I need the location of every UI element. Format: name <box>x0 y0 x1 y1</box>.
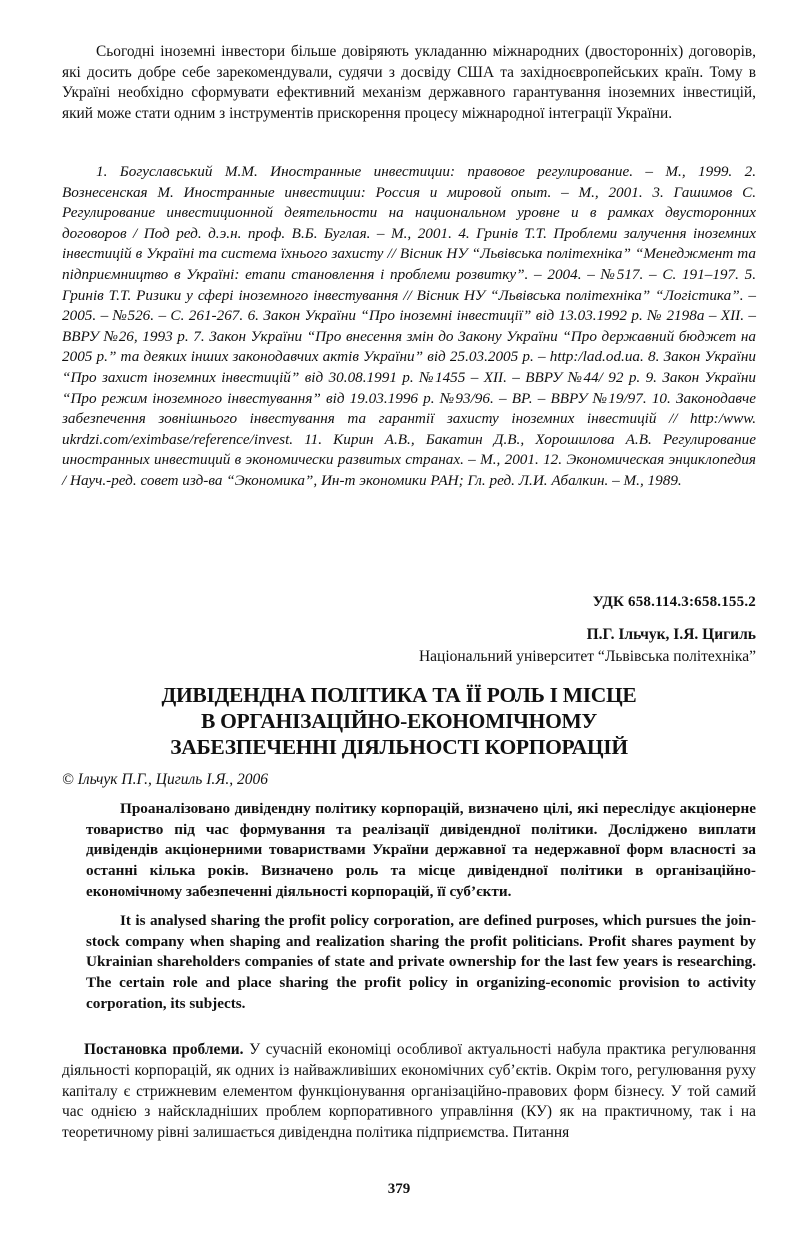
copyright-line: © Ільчук П.Г., Цигиль І.Я., 2006 <box>62 771 269 788</box>
authors: П.Г. Ільчук, І.Я. Цигиль <box>586 626 756 643</box>
udc-code: УДК 658.114.3:658.155.2 <box>592 594 756 610</box>
article-title <box>0 682 798 760</box>
references-list: 1. Богуславський М.М. Иностранные инвестиции: правовое регулирование. – М., 1999. 2. Вознесенская М. Иностранные инвестиции: Россия и мировой опыт. – М., 2001. 3. Гашимов С. Регулирование инвестиционной деятельности на национальном уровне и в рамках двусторонних договоров / Под ред. д.э.н. проф. В.Б. Буглая. – М., 2001. 4. Гринів Т.Т. Проблеми залучення іноземних інвестицій в Україні та система їхнього захисту // Вісник НУ “Львівська політехніка” “Менеджмент та підприємництво в Україні: етапи становлення і проблеми розвитку”. – 2004. – №517. – С. 191–197. 5. Гринів Т.Т. Ризики у сфері іноземного інвестування // Вісник НУ “Львівська політехніка” “Логістика”. – 2005. – №526. – С. 261-267. 6. Закон України “Про іноземні інвестиції” від 13.03.1992 р. № 2198а – ХІІ. – ВВРУ №26, 1993 р. 7. Закон України “Про внесення змін до Закону України “Про державний бюджет на 2005 р.” та деяких інших законодавчих актів України” від 25.03.2005 р. – http:/lad.od.ua. 8. Закон України “Про захист іноземних інвестицій” від 30.08.1991 р. №1455 – ХІІ. – ВВРУ №44/ 92 р. 9. Закон України “Про режим іноземного інвестування” від 19.03.1996 р. №93/96. – ВР. – ВВРУ №19/97. 10. Законодавче забезпечення зовнішнього інвестування та гарантії захисту іноземних інвестицій // http:/www. ukrdzi.com/eximbase/reference/invest. 11. Кирин А.В., Бакатин Д.В., Хорошилова А.В. Регулирование иностранных инвестиций в экономически развитых странах. – М., 2001. 12. Экономическая энциклопедия / Науч.-ред. совет изд-ва “Экономика”, Ин-т экономики РАН; Гл. ред. Л.И. Абалкин. – М., 1989. <box>62 163 756 489</box>
abstract-ukrainian: Проаналізовано дивідендну політику корпорацій, визначено цілі, які переслідує акціонерне товариство під час формування та реалізації дивідендної політики. Досліджено виплати дивідендів акціонерними товариствами України державної та недержавної форм власності за останні кілька років. Визначено роль та місце дивідендної політики в організаційно-економічному забезпеченні діяльності корпорацій, її суб’єкти. <box>86 800 756 900</box>
abstract-english: It is analysed sharing the profit policy corporation, are defined purposes, which pursues the join-stock company when shaping and realization sharing the profit politicians. Profit shares payment by Ukrainian shareholders companies of state and private ownership for the last few years is researching. The certain role and place sharing the profit policy in organizing-economic provision to activity corporation, its subjects. <box>86 912 756 1012</box>
affiliation: Національний університет “Львівська політехніка” <box>418 648 756 665</box>
title-line: ДИВІДЕНДНА ПОЛІТИКА ТА ЇЇ РОЛЬ І МІСЦЕ <box>161 683 637 707</box>
title-line: В ОРГАНІЗАЦІЙНО-ЕКОНОМІЧНОМУ <box>201 709 597 733</box>
page-number: 379 <box>387 1181 411 1197</box>
intro-paragraph: Сьогодні іноземні інвестори більше довіряють укладанню міжнародних (двосторонніх) договорів, які досить добре себе зарекомендували, судячи з досвіду США та західноєвропейських країн. Тому в Україні необхідно сформувати ефективний механізм державного гарантування іноземних інвестицій, який може стати одним з інструментів прискорення процесу міжнародної інтеграції України. <box>62 43 756 122</box>
title-line: ЗАБЕЗПЕЧЕННІ ДІЯЛЬНОСТІ КОРПОРАЦІЙ <box>170 735 628 759</box>
body-text: У сучасній економіці особливої актуальності набула практика регулювання діяльності корпорацій, як одних із найважливіших економічних суб’єктів. Окрім того, регулювання руху капіталу є стрижневим елементом функціонування організаційно-правових форм бізнесу. У той самий час однією з найскладніших проблем корпоративного управління (КУ) як на практичному, так і на теоретичному рівні залишається дивідендна політика підприємства. Питання <box>62 1041 756 1142</box>
body-paragraph <box>62 1040 756 1144</box>
section-lead: Постановка проблеми. <box>84 1041 244 1058</box>
